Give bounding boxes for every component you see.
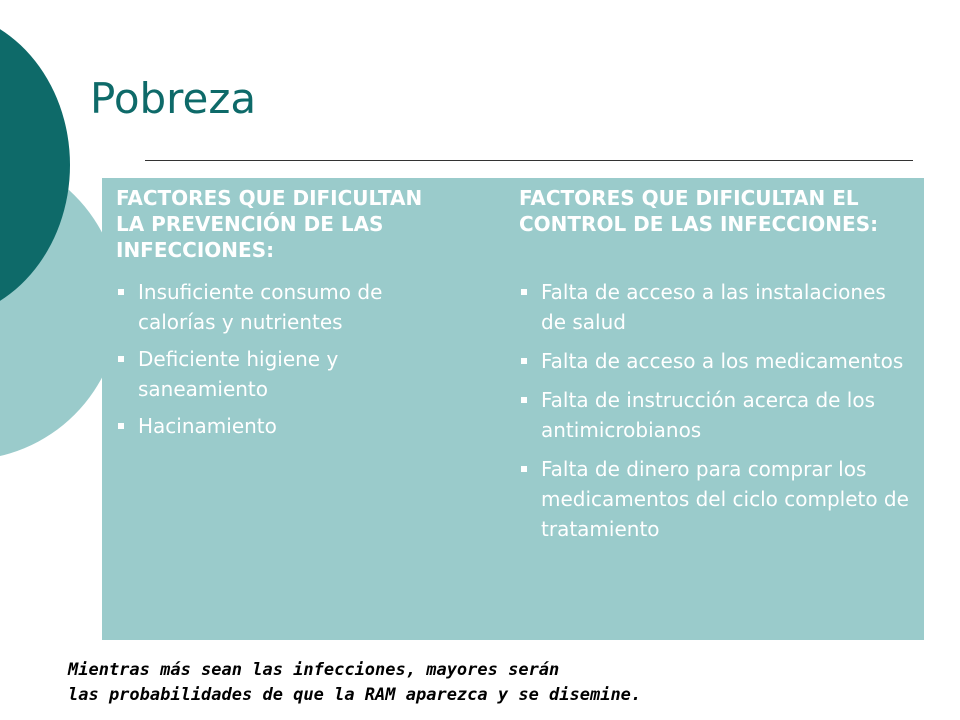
list-item-text: Hacinamiento — [138, 414, 277, 438]
list-item — [519, 346, 914, 376]
right-column — [519, 178, 914, 553]
list-item — [519, 385, 914, 445]
footnote — [68, 658, 641, 708]
right-bullet-list — [519, 277, 914, 544]
list-item — [519, 454, 914, 544]
list-item — [116, 411, 456, 441]
slide-title: Pobreza — [90, 74, 257, 123]
list-item-text: Falta de dinero para comprar los medicamentos del ciclo completo de tratamiento — [541, 457, 909, 541]
footnote-line-2: las probabilidades de que la RAM aparezca y se disemine. — [68, 685, 642, 705]
square-bullet-icon — [118, 289, 124, 295]
list-item — [116, 277, 456, 337]
square-bullet-icon — [521, 358, 527, 364]
square-bullet-icon — [118, 423, 124, 429]
square-bullet-icon — [118, 356, 124, 362]
list-item-text: Insuficiente consumo de calorías y nutrientes — [138, 280, 383, 334]
list-item-text: Falta de acceso a las instalaciones de salud — [541, 280, 886, 334]
footnote-line-1: Mientras más sean las infecciones, mayores serán — [68, 660, 560, 680]
right-column-heading: FACTORES QUE DIFICULTAN EL CONTROL DE LAS INFECCIONES: — [519, 186, 879, 236]
list-item — [116, 344, 456, 404]
left-column-heading: FACTORES QUE DIFICULTAN LA PREVENCIÓN DE LAS INFECCIONES: — [116, 186, 423, 262]
list-item-text: Deficiente higiene y saneamiento — [138, 347, 339, 401]
left-column — [116, 178, 456, 448]
list-item — [519, 277, 914, 337]
square-bullet-icon — [521, 397, 527, 403]
left-bullet-list — [116, 277, 456, 441]
list-item-text: Falta de acceso a los medicamentos — [541, 349, 904, 373]
content-panel — [102, 178, 924, 640]
title-divider — [145, 160, 913, 161]
square-bullet-icon — [521, 289, 527, 295]
square-bullet-icon — [521, 466, 527, 472]
list-item-text: Falta de instrucción acerca de los antimicrobianos — [541, 388, 876, 442]
